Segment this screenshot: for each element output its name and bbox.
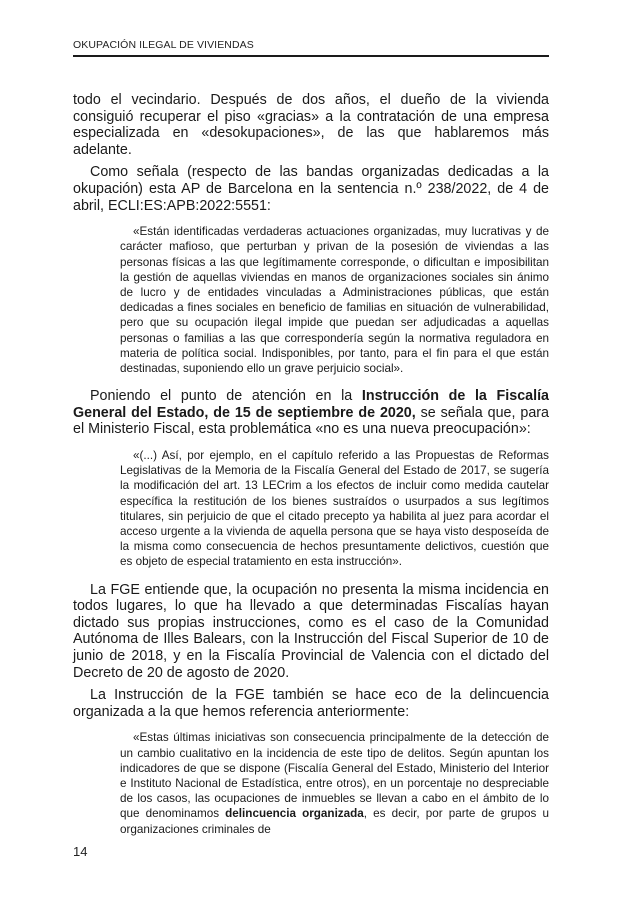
- paragraph-3-end: se señala que, para el Ministerio Fiscal, esta problemática «no es una nueva preocupación»:: [73, 404, 549, 438]
- quote-3-end: , es decir, por parte de grupos u organizaciones criminales de: [120, 807, 549, 836]
- paragraph-2: Como señala (respecto de las bandas organizadas dedicadas a la okupación) esta AP de Barcelona en la sentencia n.º 238/2022, de 4 de abril, ECLI:ES:APB:2022:5551:: [73, 164, 549, 214]
- body-text: [73, 92, 549, 849]
- paragraph-5: La Instrucción de la FGE también se hace eco de la delincuencia organizada a la que hemos referencia anteriormente:: [73, 687, 549, 720]
- quote-3-bold: delincuencia organizada: [225, 807, 364, 821]
- page-number: 14: [73, 844, 88, 859]
- running-head: OKUPACIÓN ILEGAL DE VIVIENDAS: [73, 39, 254, 51]
- paragraph-1: todo el vecindario. Después de dos años, el dueño de la vivienda consiguió recuperar el piso «gracias» a la contratación de una empresa especializada en «desokupaciones», de las que hablaremos más adelante.: [73, 92, 549, 158]
- quote-2: «(...) Así, por ejemplo, en el capítulo referido a las Propuestas de Reformas Legislativas de la Memoria de la Fiscalía General del Estado de 2017, se sugería la modificación del art. 13 LECrim a los efectos de incluir como medida cautelar específica la restitución de los bienes sustraídos o usurpados a sus legítimos titulares, sin perjuicio de que el citado precepto ya habilita al juez para acordar el acceso urgente a la vivienda de aquella persona que se haya visto desposeída de la misma como consecuencia de hechos presuntamente delictivos, cuestión que es objeto de especial tratamiento en esta instrucción».: [120, 448, 549, 569]
- paragraph-3-start: Poniendo el punto de atención en la: [90, 388, 362, 405]
- header-rule: [73, 55, 549, 57]
- quote-1: «Están identificadas verdaderas actuaciones organizadas, muy lucrativas y de carácter mafioso, que perturban y privan de la posesión de viviendas a las personas físicas a las que legítimamente corresponde, o dificultan e imposibilitan la gestión de aquellas viviendas en manos de organizaciones sociales sin ánimo de lucro y de entidades vinculadas a Administraciones públicas, que están dedicadas a fines sociales en beneficio de familias en situación de vulnerabilidad, pero que su ocupación ilegal impide que puedan ser adjudicadas a aquellas personas o familias a las que correspondería según la normativa reguladora en materia de política social. Indisponibles, por tanto, para el fin para el que están destinadas, suponiendo ello un grave perjuicio social».: [120, 225, 549, 375]
- quote-3: [120, 730, 549, 836]
- paragraph-3-bold: Instrucción de la Fiscalía General del Estado, de 15 de septiembre de 2020,: [73, 388, 549, 421]
- quote-3-start: «Estas últimas iniciativas son consecuencia principalmente de la detección de un cambio cualitativo en la incidencia de este tipo de delitos. Según apuntan los indicadores de que se dispone (Fiscalía General del Estado, Ministerio del Interior e Instituto Nacional de Estadística, entre otros), en un porcentaje no despreciable de los casos, las ocupaciones de inmuebles se llevan a cabo en el ámbito de lo que denominamos: [120, 731, 549, 821]
- paragraph-3: [73, 388, 549, 438]
- paragraph-4: La FGE entiende que, la ocupación no presenta la misma incidencia en todos lugares, lo que ha llevado a que determinadas Fiscalías hayan dictado sus propias instrucciones, como es el caso de la Comunidad Autónoma de Illes Balears, con la Instrucción del Fiscal Superior de 10 de junio de 2018, y en la Fiscalía Provincial de Valencia con el dictado del Decreto de 20 de agosto de 2020.: [73, 581, 549, 681]
